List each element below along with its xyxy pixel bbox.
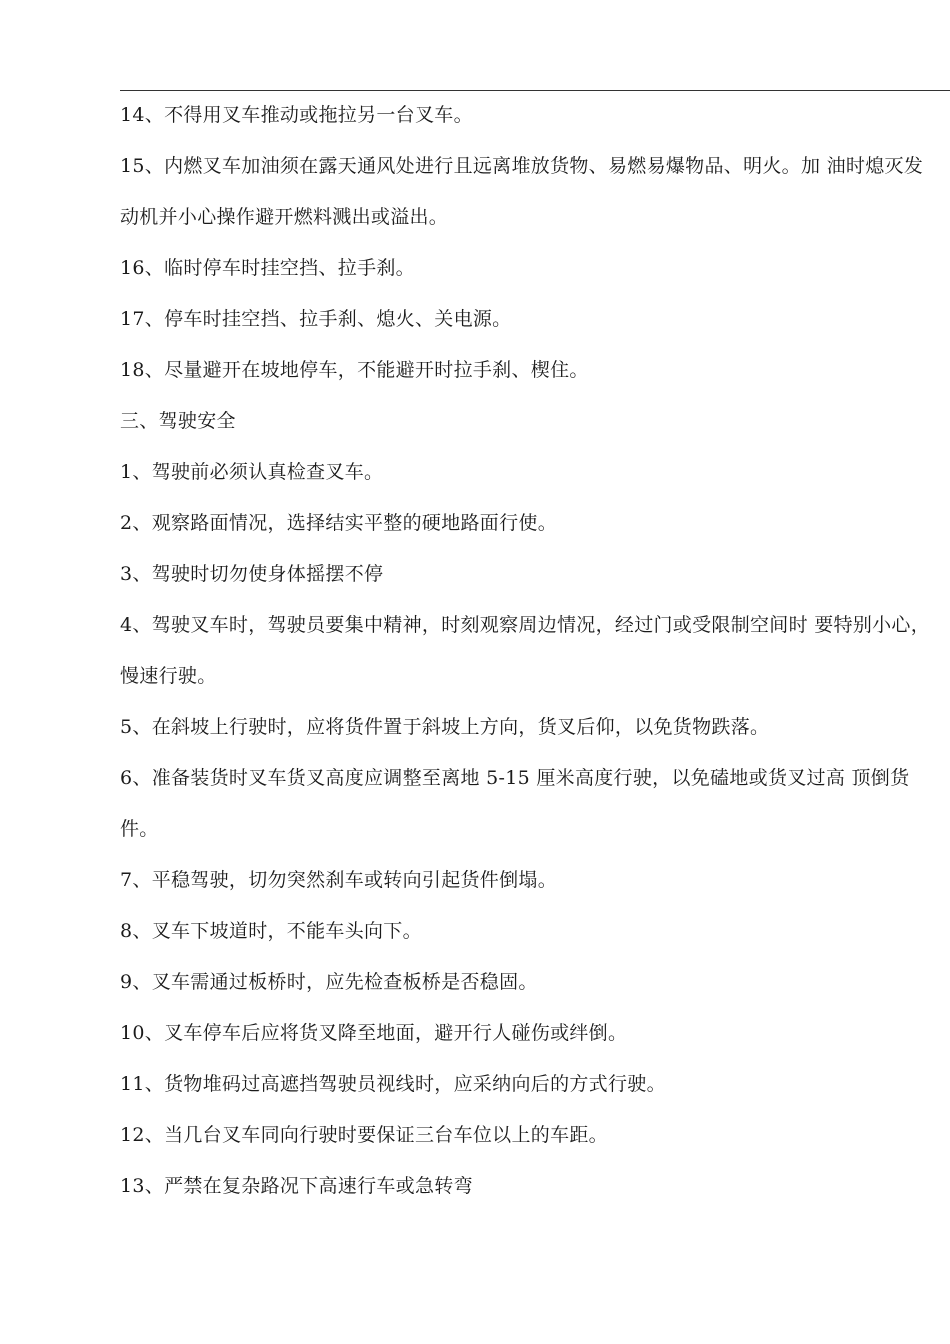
paragraph-item-13: 13、严禁在复杂路况下高速行车或急转弯 [120,1175,473,1197]
paragraph-item-1: 1、驾驶前必须认真检查叉车。 [120,461,384,483]
paragraph-item-8: 8、叉车下坡道时，不能车头向下。 [120,920,422,942]
paragraph-item-5: 5、在斜坡上行驶时，应将货件置于斜坡上方向，货叉后仰，以免货物跌落。 [120,716,770,738]
paragraph-item-14: 14、不得用叉车推动或拖拉另一台叉车。 [120,104,473,126]
paragraph-item-18: 18、尽量避开在坡地停车，不能避开时拉手刹、楔住。 [120,359,589,381]
paragraph-item-12: 12、当几台叉车同向行驶时要保证三台车位以上的车距。 [120,1124,608,1146]
paragraph-item-9: 9、叉车需通过板桥时，应先检查板桥是否稳固。 [120,971,538,993]
paragraph-item-17: 17、停车时挂空挡、拉手刹、熄火、关电源。 [120,308,512,330]
paragraph-item-4: 4、驾驶叉车时，驾驶员要集中精神，时刻观察周边情况，经过门或受限制空间时 要特别小心，慢速行驶。 [120,614,931,687]
paragraph-item-2: 2、观察路面情况，选择结实平整的硬地路面行使。 [120,512,557,534]
paragraph-item-7: 7、平稳驾驶，切勿突然刹车或转向引起货件倒塌。 [120,869,557,891]
paragraph-item-11: 11、货物堆码过高遮挡驾驶员视线时，应采纳向后的方式行驶。 [120,1073,666,1095]
paragraph-item-15: 15、内燃叉车加油须在露天通风处进行且远离堆放货物、易燃易爆物品、明火。加 油时熄灭发动机并小心操作避开燃料溅出或溢出。 [120,155,924,228]
section-heading-driving-safety: 三、驾驶安全 [120,410,236,432]
paragraph-item-6: 6、准备装货时叉车货叉高度应调整至离地 5-15 厘米高度行驶，以免磕地或货叉过高 顶倒货件。 [120,767,910,840]
paragraph-item-16: 16、临时停车时挂空挡、拉手刹。 [120,257,415,279]
paragraph-item-10: 10、叉车停车后应将货叉降至地面，避开行人碰伤或绊倒。 [120,1022,628,1044]
paragraph-item-3: 3、驾驶时切勿使身体摇摆不停 [120,563,384,585]
document-body [120,90,942,1212]
